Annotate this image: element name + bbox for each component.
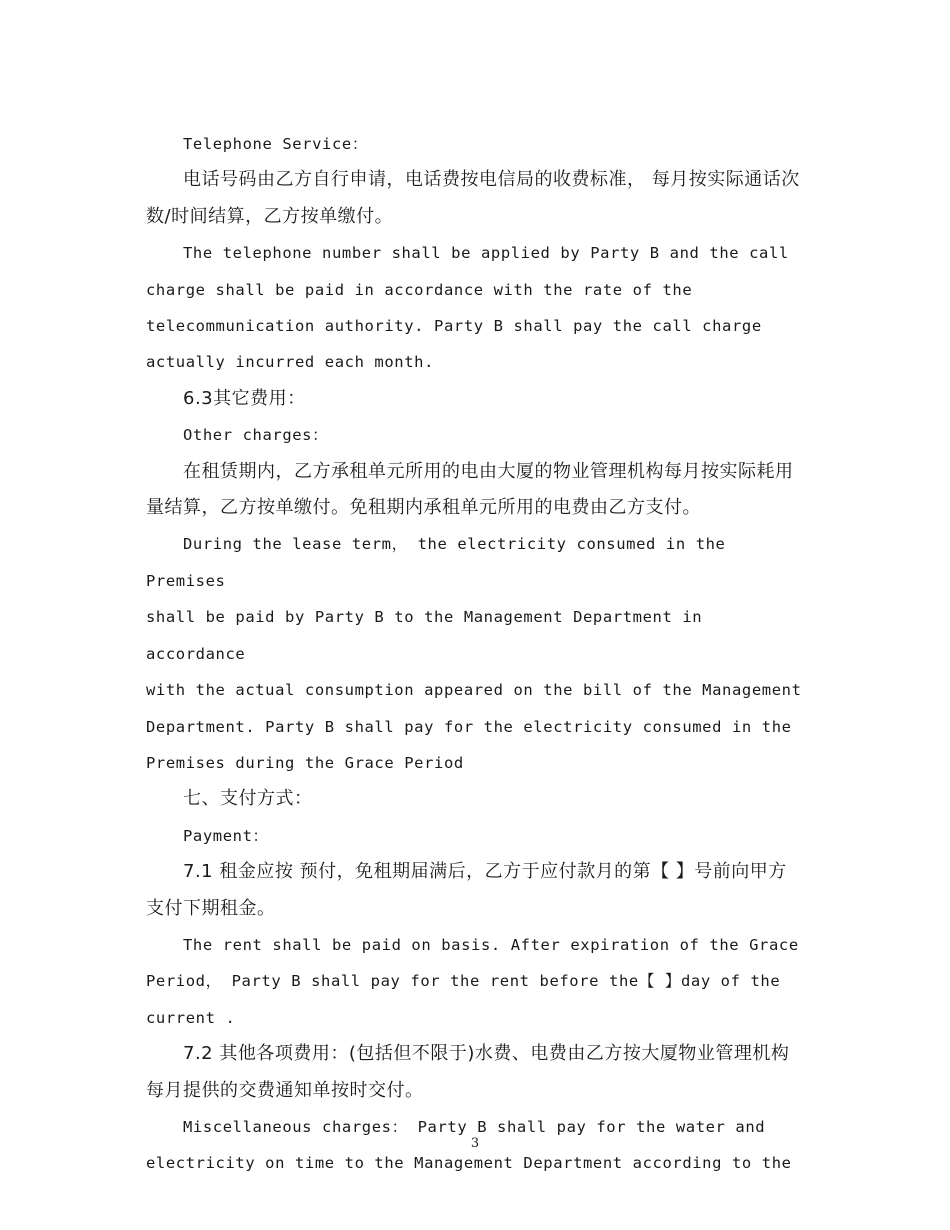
text-line: 在租赁期内，乙方承租单元所用的电由大厦的物业管理机构每月按实际耗用: [183, 460, 794, 482]
text-line: Period， Party B shall pay for the rent before the【 】day of the: [146, 972, 781, 991]
text-line: Payment：: [183, 826, 269, 845]
section-heading: [146, 417, 806, 453]
text-line: Telephone Service：: [183, 135, 368, 153]
text-line: Miscellaneous charges： Party B shall pay for the water and: [183, 1117, 766, 1136]
text-line: 支付下期租金。: [146, 897, 276, 919]
text-line: 6.3其它费用：: [183, 387, 306, 409]
text-line: 数/时间结算，乙方按单缴付。: [146, 205, 394, 227]
section-heading: [146, 781, 806, 817]
paragraph: [146, 854, 806, 927]
paragraph: [146, 454, 806, 527]
text-line: 7.2 其他各项费用：(包括但不限于)水费、电费由乙方按大厦物业管理机构: [183, 1043, 790, 1065]
text-line: 每月提供的交费通知单按时交付。: [146, 1079, 424, 1101]
text-line: 7.1 租金应按 预付，免租期届满后，乙方于应付款月的第【 】号前向甲方: [183, 861, 787, 883]
text-line: The telephone number shall be applied by Party B and the call: [183, 244, 789, 263]
text-line: 量结算，乙方按单缴付。免租期内承租单元所用的电费由乙方支付。: [146, 497, 701, 519]
text-line: actually incurred each month.: [146, 353, 435, 372]
text-line: with the actual consumption appeared on the bill of the Management: [146, 681, 802, 700]
text-line: telecommunication authority. Party B shall pay the call charge: [146, 317, 762, 336]
text-line: 电话号码由乙方自行申请，电话费按电信局的收费标准， 每月按实际通话次: [183, 169, 800, 191]
paragraph: [146, 235, 806, 381]
section-heading: [146, 818, 806, 854]
paragraph: [146, 162, 806, 235]
text-line: charge shall be paid in accordance with the rate of the: [146, 280, 693, 299]
paragraph: [146, 1036, 806, 1109]
page-number: 3: [470, 1136, 480, 1151]
paragraph: [146, 927, 806, 1036]
paragraph: [146, 126, 806, 162]
paragraph: [146, 526, 806, 781]
text-line: shall be paid by Party B to the Management Department in accordance: [146, 608, 703, 663]
text-line: electricity on time to the Management Department according to the: [146, 1154, 792, 1173]
text-line: The rent shall be paid on basis. After expiration of the Grace: [183, 935, 799, 954]
document-body: [146, 126, 806, 1182]
text-line: 七、支付方式：: [183, 788, 313, 810]
text-line: Department. Party B shall pay for the electricity consumed in the: [146, 717, 792, 736]
text-line: current .: [146, 1008, 236, 1027]
text-line: Premises during the Grace Period: [146, 753, 464, 772]
section-heading: [146, 381, 806, 417]
text-line: During the lease term， the electricity consumed in the Premises: [146, 535, 726, 590]
text-line: Other charges：: [183, 426, 329, 445]
